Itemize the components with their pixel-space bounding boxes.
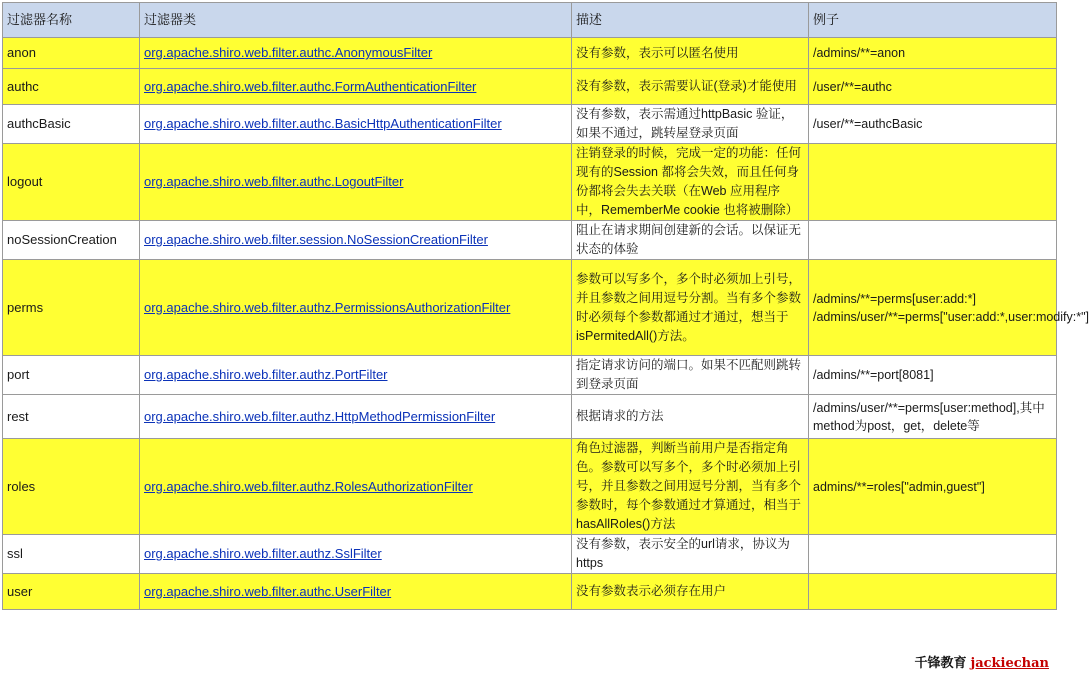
description-cell: 指定请求访问的端口。如果不匹配则跳转到登录页面: [572, 356, 809, 395]
filter-class-cell: [140, 395, 572, 439]
table-row: [3, 574, 1057, 610]
description-cell: 根据请求的方法: [572, 395, 809, 439]
description-cell: 没有参数，表示需要认证(登录)才能使用: [572, 69, 809, 105]
watermark: [911, 652, 1052, 671]
example-cell: /user/**=authcBasic: [809, 105, 1057, 144]
filter-class-link[interactable]: org.apache.shiro.web.filter.authc.LogoutFilter: [144, 174, 404, 189]
table-row: [3, 38, 1057, 69]
filter-class-link[interactable]: org.apache.shiro.web.filter.authc.UserFilter: [144, 583, 392, 599]
filter-name-cell: perms: [3, 260, 140, 356]
description-cell: 注销登录的时候，完成一定的功能：任何现有的Session 都将会失效，而且任何身份都将会失去关联（在Web 应用程序中，RememberMe cookie 也将被删除）: [572, 144, 809, 221]
table-row: [3, 144, 1057, 221]
filter-class-cell: [140, 260, 572, 356]
filter-name-cell: user: [3, 574, 140, 610]
table-row: [3, 535, 1057, 574]
filter-class-cell: [140, 535, 572, 574]
filter-class-cell: [140, 574, 572, 610]
filter-table: [2, 2, 1089, 610]
filter-class-cell: [140, 144, 572, 221]
example-cell: /user/**=authc: [809, 69, 1057, 105]
watermark-brand: 千锋教育: [914, 656, 967, 671]
filter-class-cell: [140, 439, 572, 535]
example-cell: [809, 535, 1057, 574]
filter-name-cell: ssl: [3, 535, 140, 574]
example-cell: [809, 574, 1057, 610]
filter-class-cell: [140, 105, 572, 144]
filter-class-cell: [140, 69, 572, 105]
filter-class-link[interactable]: org.apache.shiro.web.filter.authc.BasicHttpAuthenticationFilter: [144, 116, 502, 131]
table-row: [3, 260, 1057, 356]
description-cell: 没有参数，表示安全的url请求，协议为 https: [572, 535, 809, 574]
filter-class-link[interactable]: org.apache.shiro.web.filter.session.NoSessionCreationFilter: [144, 232, 488, 247]
example-cell: /admins/**=port[8081]: [809, 356, 1057, 395]
description-cell: 没有参数，表示需通过httpBasic 验证，如果不通过，跳转屋登录页面: [572, 105, 809, 144]
table-row: [3, 395, 1057, 439]
example-cell: /admins/**=perms[user:add:*] /admins/user/**=perms["user:add:*,user:modify:*"]: [809, 260, 1057, 356]
filter-class-cell: [140, 356, 572, 395]
filter-class-cell: [140, 38, 572, 69]
col-header-name: 过滤器名称: [3, 3, 140, 38]
filter-name-cell: anon: [3, 38, 140, 69]
filter-name-cell: noSessionCreation: [3, 221, 140, 260]
description-cell: 没有参数表示必须存在用户: [572, 574, 809, 610]
table-row: [3, 356, 1057, 395]
description-cell: 阻止在请求期间创建新的会话。以保证无状态的体验: [572, 221, 809, 260]
filter-class-link[interactable]: org.apache.shiro.web.filter.authz.PermissionsAuthorizationFilter: [144, 299, 511, 315]
example-cell: /admins/user/**=perms[user:method],其中method为post，get，delete等: [809, 395, 1057, 439]
table-row: [3, 439, 1057, 535]
col-header-class: 过滤器类: [140, 3, 572, 38]
filter-name-cell: authcBasic: [3, 105, 140, 144]
col-header-description: 描述: [572, 3, 809, 38]
watermark-author: jackiechan: [970, 656, 1049, 671]
example-cell: [809, 144, 1057, 221]
description-cell: 参数可以写多个，多个时必须加上引号，并且参数之间用逗号分割。当有多个参数时必须每个参数都通过才通过，想当于isPermitedAll()方法。: [572, 260, 809, 356]
filter-class-link[interactable]: org.apache.shiro.web.filter.authz.PortFilter: [144, 367, 388, 382]
filter-name-cell: authc: [3, 69, 140, 105]
filter-class-link[interactable]: org.apache.shiro.web.filter.authz.SslFilter: [144, 546, 382, 561]
filter-class-link[interactable]: org.apache.shiro.web.filter.authc.FormAuthenticationFilter: [144, 78, 477, 94]
filter-class-link[interactable]: org.apache.shiro.web.filter.authc.AnonymousFilter: [144, 45, 433, 60]
filter-class-link[interactable]: org.apache.shiro.web.filter.authz.RolesAuthorizationFilter: [144, 478, 473, 494]
table-row: [3, 105, 1057, 144]
filter-name-cell: rest: [3, 395, 140, 439]
filter-name-cell: logout: [3, 144, 140, 221]
example-cell: admins/**=roles["admin,guest"]: [809, 439, 1057, 535]
filter-class-cell: [140, 221, 572, 260]
col-header-example: 例子: [809, 3, 1057, 38]
filter-class-link[interactable]: org.apache.shiro.web.filter.authz.HttpMethodPermissionFilter: [144, 408, 496, 424]
example-cell: /admins/**=anon: [809, 38, 1057, 69]
example-cell: [809, 221, 1057, 260]
table-row: [3, 69, 1057, 105]
filter-name-cell: port: [3, 356, 140, 395]
table-row: [3, 221, 1057, 260]
header-row: [3, 3, 1057, 38]
description-cell: 没有参数，表示可以匿名使用: [572, 38, 809, 69]
description-cell: 角色过滤器，判断当前用户是否指定角色。参数可以写多个，多个时必须加上引号，并且参数之间用逗号分割，当有多个参数时，每个参数通过才算通过，相当于hasAllRoles()方法: [572, 439, 809, 535]
filter-name-cell: roles: [3, 439, 140, 535]
